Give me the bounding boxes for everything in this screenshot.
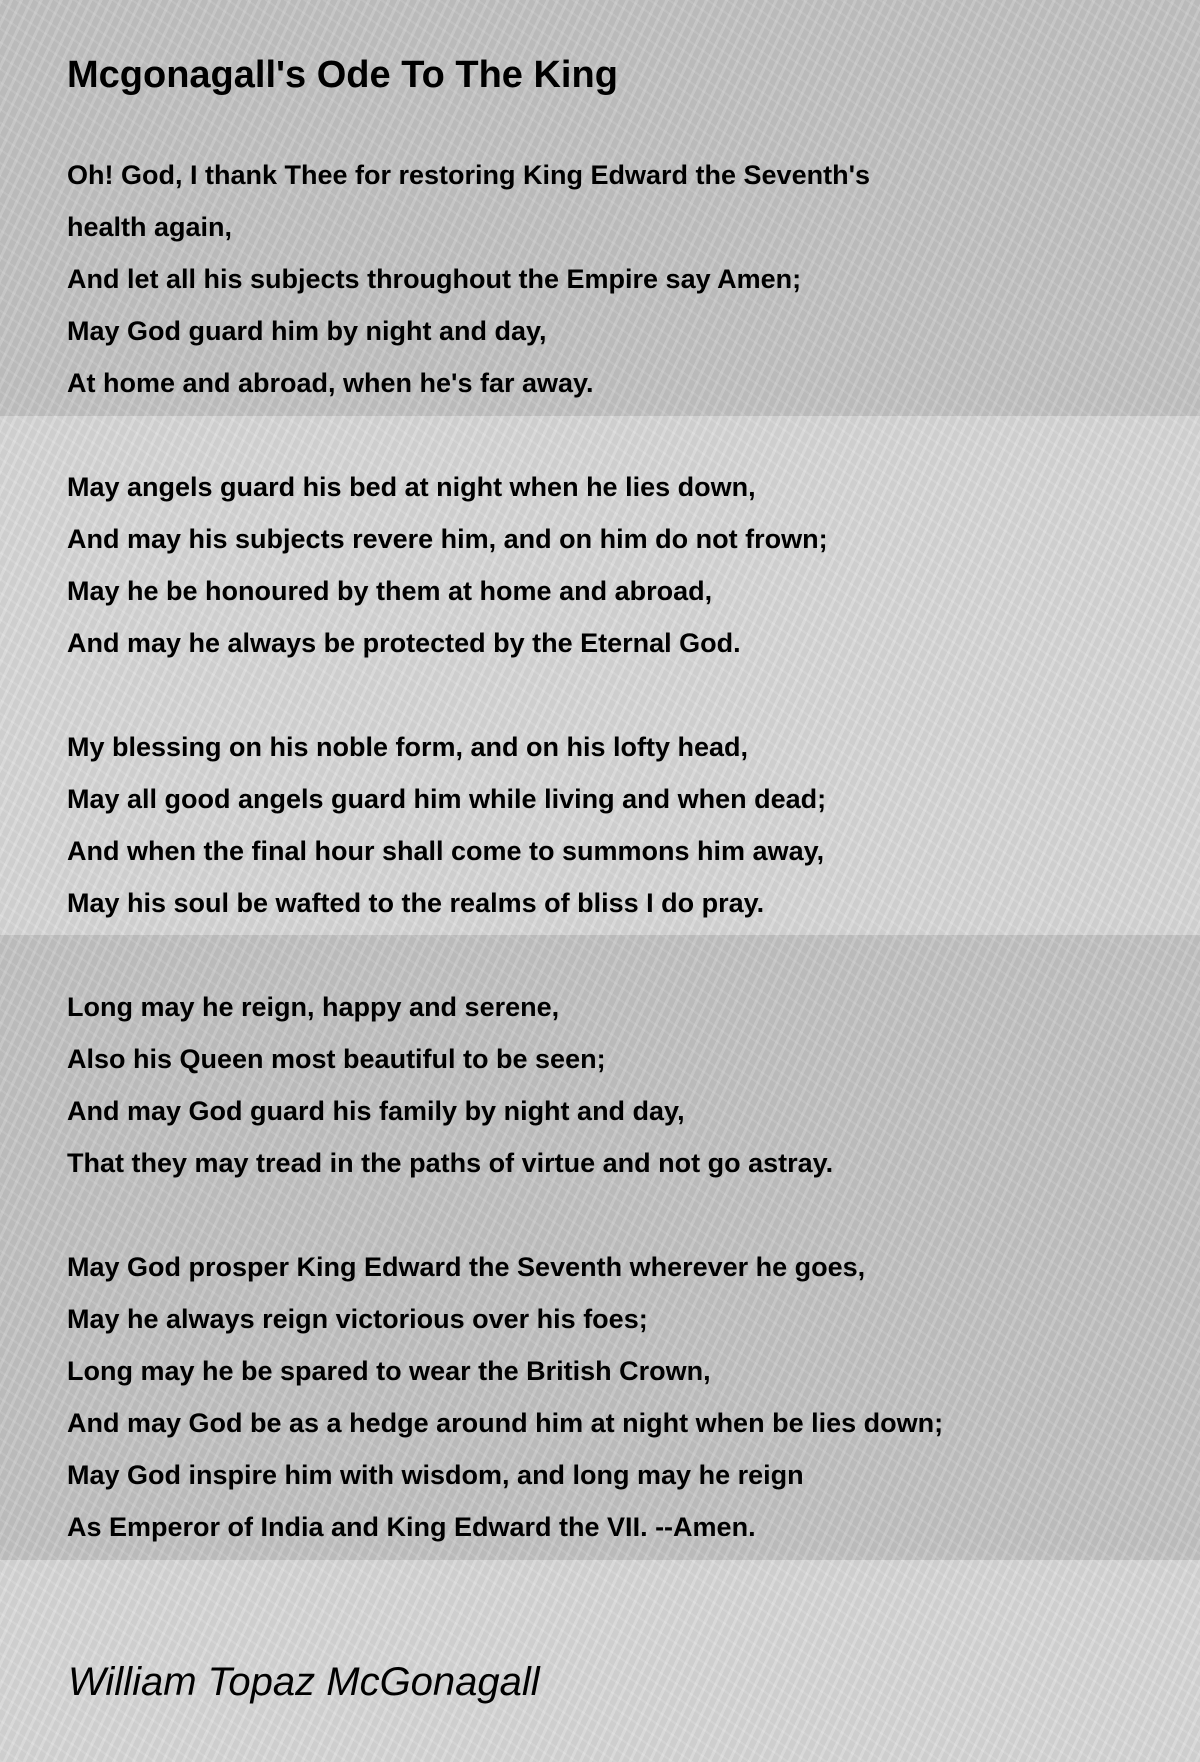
poem-line: At home and abroad, when he's far away. (67, 368, 594, 398)
poem-line: May God inspire him with wisdom, and long may he reign (67, 1460, 804, 1490)
stanza (67, 461, 943, 669)
poem-line: And may God guard his family by night and day, (67, 1096, 685, 1126)
poem-line: As Emperor of India and King Edward the VII. --Amen. (67, 1512, 756, 1542)
poem-line: And when the final hour shall come to summons him away, (67, 836, 825, 866)
stanza (67, 149, 943, 409)
poem-line: Oh! God, I thank Thee for restoring King Edward the Seventh's (67, 160, 870, 190)
poem-line: health again, (67, 212, 233, 242)
stanza (67, 721, 943, 929)
poem-line: Also his Queen most beautiful to be seen; (67, 1044, 606, 1074)
poem-line: And let all his subjects throughout the Empire say Amen; (67, 264, 802, 294)
poem-line: May his soul be wafted to the realms of bliss I do pray. (67, 888, 765, 918)
stanza (67, 1241, 943, 1553)
poem-line: And may he always be protected by the Eternal God. (67, 628, 741, 658)
poem-author: William Topaz McGonagall (68, 1660, 540, 1704)
poem-line: And may his subjects revere him, and on him do not frown; (67, 524, 828, 554)
poem-title: Mcgonagall's Ode To The King (67, 54, 618, 96)
poem-line: And may God be as a hedge around him at night when be lies down; (67, 1408, 944, 1438)
poem-line: Long may he be spared to wear the British Crown, (67, 1356, 711, 1386)
poem-line: May he be honoured by them at home and abroad, (67, 576, 713, 606)
poem-line: May all good angels guard him while living and when dead; (67, 784, 827, 814)
poem-body (67, 149, 943, 1605)
poem-line: Long may he reign, happy and serene, (67, 992, 560, 1022)
poem-line: May God guard him by night and day, (67, 316, 547, 346)
poem-line: That they may tread in the paths of virtue and not go astray. (67, 1148, 834, 1178)
stanza (67, 981, 943, 1189)
poem-line: May he always reign victorious over his foes; (67, 1304, 648, 1334)
poem-line: My blessing on his noble form, and on his lofty head, (67, 732, 749, 762)
poem-line: May God prosper King Edward the Seventh wherever he goes, (67, 1252, 866, 1282)
poem-line: May angels guard his bed at night when he lies down, (67, 472, 756, 502)
